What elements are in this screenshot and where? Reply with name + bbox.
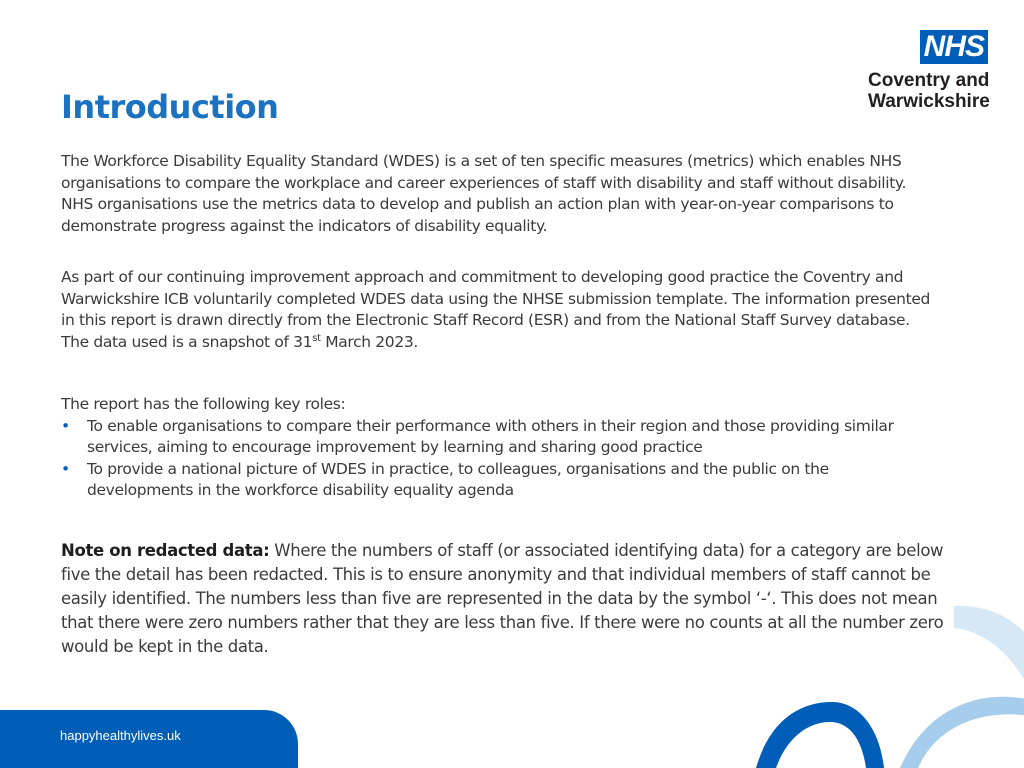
logo-org-line-2: Warwickshire: [868, 91, 990, 112]
intro-paragraph-2: [61, 267, 931, 353]
pale-blue-arc: [954, 606, 1024, 690]
redacted-data-note-text: [61, 539, 951, 659]
bullet-icon: •: [61, 416, 70, 435]
intro-paragraph-2-main: As part of our continuing improvement approach and commitment to developing good practice the Coventry and Warwickshire ICB voluntarily completed WDES data using the NHSE submission template. The information presented in this report is drawn directly from the Electronic Staff Record (ESR) and from the National Staff Survey database. The data used is a snapshot of 31: [61, 268, 931, 351]
list-item: [61, 416, 931, 459]
list-item-text: To provide a national picture of WDES in practice, to colleagues, organisations and the public on the developments in the workforce disability equality agenda: [87, 459, 829, 499]
intro-paragraph-1-text: The Workforce Disability Equality Standard (WDES) is a set of ten specific measures (metrics) which enables NHS organisations to compare the workplace and career experiences of staff with disability and staff without disability. NHS organisations use the metrics data to develop and publish an action plan with year-on-year comparisons to demonstrate progress against the indicators of disability equality.: [61, 152, 907, 235]
note-label: Note on redacted data:: [61, 541, 270, 560]
date-superscript: st: [312, 332, 321, 344]
nhs-logo-mark: NHS: [920, 30, 988, 64]
page-title: Introduction: [61, 88, 279, 126]
footer-website-url: happyhealthylives.uk: [60, 728, 181, 743]
note-body: Where the numbers of staff (or associated identifying data) for a category are below five the detail has been redacted. This is to ensure anonymity and that individual members of staff cannot be easily identified. The numbers less than five are represented in the data by the symbol ‘-‘. This does not mean that there were zero numbers rather that they are less than five. If there were no counts at all the number zero would be kept in the data.: [61, 541, 944, 656]
key-roles-list: [61, 416, 931, 502]
nhs-logo: [868, 30, 988, 112]
light-blue-arc: [900, 697, 1024, 768]
intro-paragraph-1: [61, 151, 931, 237]
intro-paragraph-2-text: [61, 267, 931, 353]
key-roles-section: [61, 394, 931, 502]
list-item-text: To enable organisations to compare their performance with others in their region and those providing similar services, aiming to encourage improvement by learning and sharing good practice: [87, 416, 894, 456]
logo-org-line-1: Coventry and: [868, 70, 990, 91]
list-item: [61, 459, 931, 502]
redacted-data-note: [61, 539, 951, 659]
dark-blue-arc: [756, 702, 884, 768]
bullet-icon: •: [61, 459, 70, 478]
intro-paragraph-2-end: March 2023.: [320, 332, 418, 351]
key-roles-heading: The report has the following key roles:: [61, 395, 346, 413]
